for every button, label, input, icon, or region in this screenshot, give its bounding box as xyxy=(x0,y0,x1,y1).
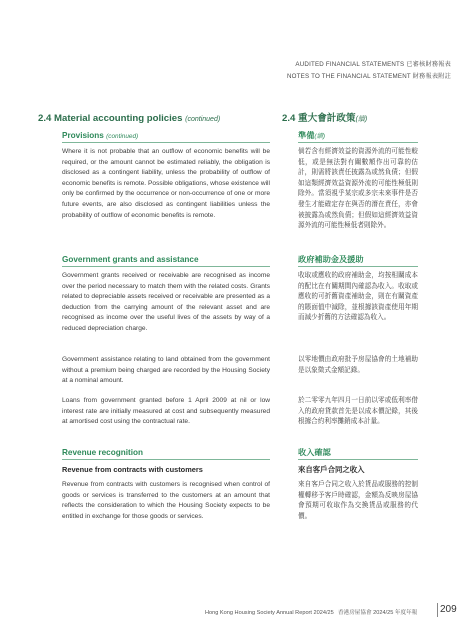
section-title-zh-continued: (續) xyxy=(355,116,368,123)
section-title-en-continued: (continued) xyxy=(185,116,221,123)
provisions-heading-zh xyxy=(298,130,325,142)
revenue-rule-zh xyxy=(298,459,418,460)
page-number: 209 xyxy=(440,604,457,615)
running-header-notes: NOTES TO THE FINANCIAL STATEMENT 財務報表附註 xyxy=(287,73,451,80)
grants-paragraph-3-zh: 於二零零九年四月一日前以零或低利率借入的政府貸款首先是以成本價記錄，其後根據合約利率攤銷成本計量。 xyxy=(298,397,418,426)
grants-rule-en xyxy=(62,266,270,267)
revenue-paragraph-zh: 來自客戶合同之收入於貨品或服務的控制權轉移予客戶時確認，金額為反映房屋協會預期可收取作為交換貨品或服務的代價。 xyxy=(298,481,418,520)
revenue-rule-en xyxy=(62,459,270,460)
section-title-zh xyxy=(282,113,367,126)
revenue-heading-zh: 收入確認 xyxy=(298,448,331,457)
grants-paragraph-2-zh: 以零地價由政府批予房屋協會的土地補助是以象徵式金額記錄。 xyxy=(298,356,418,374)
provisions-heading-zh-text: 準備 xyxy=(298,131,315,140)
revenue-paragraph-en: Revenue from contracts with customers is recognised when control of goods or services is transferred to the customers at an amount that reflects the consideration to which the Housing Society expects to be entitled in exchange for those goods or services. xyxy=(62,481,270,520)
provisions-heading-en-text: Provisions xyxy=(62,131,104,140)
grants-rule-zh xyxy=(298,266,418,267)
provisions-heading-en-continued: (continued) xyxy=(106,133,139,140)
footer-divider xyxy=(437,603,438,617)
running-header-audited: AUDITED FINANCIAL STATEMENTS 已審核財務報表 xyxy=(295,61,451,68)
provisions-heading-zh-continued: (續) xyxy=(314,133,326,140)
provisions-paragraph-zh: 倘若含有經濟效益的資源外流的可能性較低，或是無法對有關數額作出可靠的估計，則需將該責任披露為或然負債；但假如這類經濟效益資源外流的可能性極低則除外。當須視乎某宗或多宗未來事件是否發生才能確定存在與否的潛在責任，亦會被披露為或然負債；但假如這經濟效益資源外流的可能性極低者則除外。 xyxy=(298,148,418,230)
section-title-en-text: 2.4 Material accounting policies xyxy=(38,113,183,124)
provisions-heading-en xyxy=(62,130,138,142)
section-title-zh-text: 2.4 重大會計政策 xyxy=(282,113,356,124)
grants-paragraph-3-en: Loans from government granted before 1 April 2009 at nil or low interest rate are initially measured at cost and subsequently measured at amortised cost using the contractual rate. xyxy=(62,397,270,426)
grants-paragraph-1-en: Government grants received or receivable are recognised as income over the period necessary to match them with the related costs. Grants related to depreciable assets received or receivable are presented as a deduction from the carrying amount of the relevant asset and are recognised as income over the useful lives of the assets by way of a reduced depreciation charge. xyxy=(62,272,270,332)
grants-paragraph-1-zh: 收取或應收的政府補助金，均按相關成本的配比在有關期間內確認為收入。收取或應收的可折舊資產補助金，則在有關資產的賬面值中減除，並根據該資產使用年期而減少折舊的方法確認為收入。 xyxy=(298,272,418,322)
grants-paragraph-2-en: Government assistance relating to land obtained from the government without a premium being charged are recorded by the Housing Society at a nominal amount. xyxy=(62,356,270,385)
provisions-rule-en xyxy=(62,142,270,143)
provisions-rule-zh xyxy=(298,142,418,143)
provisions-paragraph-en: Where it is not probable that an outflow of economic benefits will be required, or the amount cannot be estimated reliably, the obligation is disclosed as a contingent liability, unless the probability of outflow of economic benefits is remote. Possible obligations, whose existence will only be confirmed by the occurrence or non-occurrence of one or more future events, are also disclosed as contingent liabilities unless the probability of outflow of economic benefits is remote. xyxy=(62,148,270,219)
footer-report-title-zh: 香港房屋協會 2024/25 年度年報 xyxy=(338,610,418,616)
footer-report-title-en: Hong Kong Housing Society Annual Report 2024/25 xyxy=(205,610,334,616)
grants-heading-en: Government grants and assistance xyxy=(62,255,199,264)
revenue-subheading-en: Revenue from contracts with customers xyxy=(62,465,203,474)
grants-heading-zh: 政府補助金及援助 xyxy=(298,255,364,264)
revenue-subheading-zh: 來自客戶合同之收入 xyxy=(298,465,365,474)
revenue-heading-en: Revenue recognition xyxy=(62,448,143,457)
section-title-en xyxy=(38,113,220,126)
